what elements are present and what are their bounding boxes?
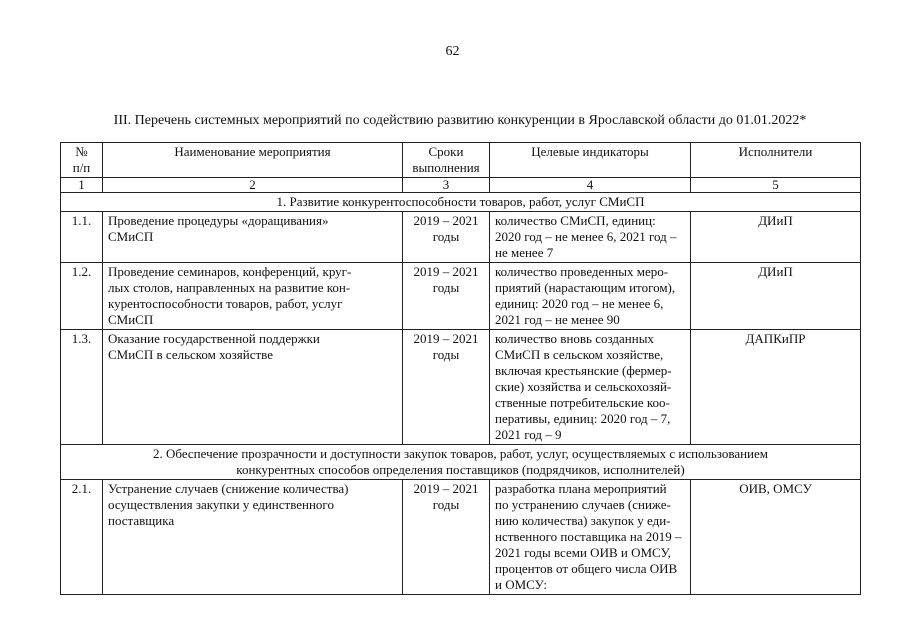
- row-number: 2.1.: [61, 480, 103, 595]
- table-header-row: [61, 143, 861, 178]
- measure-name: Устранение случаев (снижение количества) осуществления закупки у единственного поставщика: [103, 480, 403, 595]
- table-row: [61, 480, 861, 595]
- table-row: [61, 330, 861, 445]
- table-row: [61, 212, 861, 263]
- header-executors: Исполнители: [691, 143, 861, 178]
- header-name: Наименование мероприятия: [103, 143, 403, 178]
- measure-term: 2019 – 2021 годы: [403, 212, 490, 263]
- row-number: 1.3.: [61, 330, 103, 445]
- row-number: 1.1.: [61, 212, 103, 263]
- measure-name: Проведение семинаров, конференций, круг- лых столов, направленных на развитие кон- курентоспособности товаров, работ, услуг СМиСП: [103, 263, 403, 330]
- measure-indicators: количество проведенных меро- приятий (нарастающим итогом), единиц: 2020 год – не менее 6, 2021 год – не менее 90: [490, 263, 691, 330]
- header-num: № п/п: [61, 143, 103, 178]
- section-heading-row: [61, 193, 861, 212]
- header-term: Сроки выполнения: [403, 143, 490, 178]
- measure-executors: ОИВ, ОМСУ: [691, 480, 861, 595]
- document-title: III. Перечень системных мероприятий по содействию развитию конкуренции в Ярославской области до 01.01.2022*: [113, 113, 807, 128]
- measure-executors: ДИиП: [691, 263, 861, 330]
- section-title: 1. Развитие конкурентоспособности товаров, работ, услуг СМиСП: [61, 193, 861, 212]
- measure-term: 2019 – 2021 годы: [403, 330, 490, 445]
- measure-name: Проведение процедуры «доращивания» СМиСП: [103, 212, 403, 263]
- column-numbers-row: [61, 178, 861, 193]
- measure-name: Оказание государственной поддержки СМиСП в сельском хозяйстве: [103, 330, 403, 445]
- measure-term: 2019 – 2021 годы: [403, 263, 490, 330]
- measure-indicators: количество вновь созданных СМиСП в сельском хозяйстве, включая крестьянские (фермер- ские) хозяйства и сельскохозяй- ственные потребительские коо- перативы, единиц: 2020 год – 7, 2021 год – 9: [490, 330, 691, 445]
- header-indicators: Целевые индикаторы: [490, 143, 691, 178]
- measure-executors: ДИиП: [691, 212, 861, 263]
- column-number: 1: [61, 178, 103, 193]
- column-number: 5: [691, 178, 861, 193]
- table-row: [61, 263, 861, 330]
- section-title: 2. Обеспечение прозрачности и доступности закупок товаров, работ, услуг, осуществляемых с использованием конкурентных способов определения поставщиков (подрядчиков, исполнителей): [61, 445, 861, 480]
- column-number: 2: [103, 178, 403, 193]
- column-number: 4: [490, 178, 691, 193]
- column-number: 3: [403, 178, 490, 193]
- page-number: 62: [445, 44, 460, 59]
- section-heading-row: [61, 445, 861, 480]
- measure-term: 2019 – 2021 годы: [403, 480, 490, 595]
- row-number: 1.2.: [61, 263, 103, 330]
- measure-indicators: количество СМиСП, единиц: 2020 год – не менее 6, 2021 год – не менее 7: [490, 212, 691, 263]
- measures-table: [60, 142, 861, 595]
- measure-executors: ДАПКиПР: [691, 330, 861, 445]
- measure-indicators: разработка плана мероприятий по устранению случаев (сниже- нию количества) закупок у еди- нственного поставщика на 2019 – 2021 годы всеми ОИВ и ОМСУ, процентов от общего числа ОИВ и ОМСУ:: [490, 480, 691, 595]
